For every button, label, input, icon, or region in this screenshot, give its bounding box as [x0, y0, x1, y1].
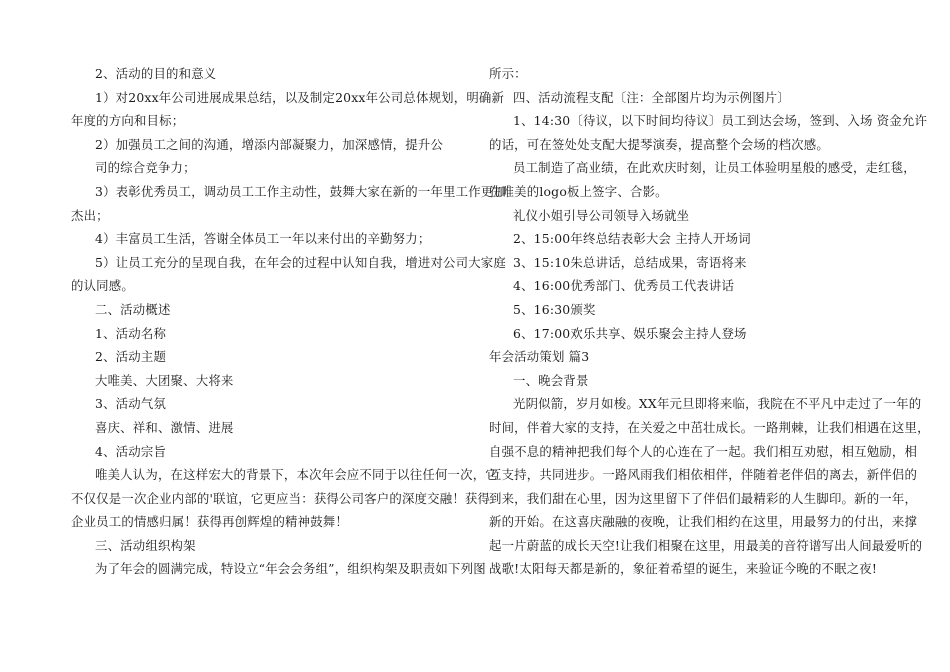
- text-line: 年度的方向和目标；: [71, 113, 185, 129]
- text-line: 1、14:30〔待议，以下时间均待议〕员工到达会场，签到、入场 资金允许: [513, 113, 928, 129]
- text-line: 4）丰富员工生活，答谢全体员工一年以来付出的辛勤努力；: [95, 231, 431, 247]
- text-line: 5）让员工充分的呈现自我，在年会的过程中认知自我，增进对公司大家庭: [95, 254, 506, 270]
- article-title: 年会活动策划 篇3: [489, 349, 590, 365]
- text-line: 所示：: [489, 66, 527, 81]
- left-column: [71, 62, 506, 581]
- section-heading: 二、活动概述: [95, 301, 171, 317]
- section-heading: 四、活动流程支配〔注：全部图片均为示例图片〕: [513, 89, 790, 105]
- text-line: 战歌!太阳每天都是新的，象征着希望的诞生，来验证今晚的不眠之夜!: [489, 561, 878, 577]
- text-line: 4、活动宗旨: [95, 443, 167, 459]
- text-line: 员工制造了高业绩，在此欢庆时刻，让员工体验明星般的感受，走红毯，: [513, 160, 916, 176]
- text-line: 唯美人认为，在这样宏大的背景下，本次年会应不同于以往任何一次，它: [95, 467, 498, 483]
- text-line: 大唯美、大团聚、大将来: [95, 372, 234, 388]
- text-line: 起一片蔚蓝的成长天空!让我们相聚在这里，用最美的音符谱写出人间最爱听的: [489, 537, 923, 553]
- text-line: 的话，可在签处处支配大提琴演奏，提高整个会场的档次感。: [489, 136, 829, 152]
- text-line: 5、16:30颁奖: [513, 301, 596, 317]
- text-line: 自强不息的精神把我们每个人的心连在了一起。我们相互劝慰，相互勉励，相: [489, 443, 918, 459]
- text-line: 2、活动的目的和意义: [95, 66, 217, 81]
- text-line: 光阴似箭，岁月如梭。XX年元旦即将来临，我院在不平凡中走过了一年的: [513, 396, 922, 412]
- text-line: 1、活动名称: [95, 325, 167, 341]
- text-line: 互支持，共同进步。一路风雨我们相依相伴，伴随着老伴侣的离去，新伴侣的: [489, 467, 918, 483]
- text-line: 到来，我们甜在心里，因为这里留下了伴侣们最精彩的人生脚印。新的一年，: [489, 490, 918, 506]
- text-line: 杰出；: [71, 207, 109, 223]
- text-line: 3、活动气氛: [95, 396, 167, 412]
- text-line: 企业员工的情感归属！获得再创辉煌的精神鼓舞！: [71, 514, 348, 530]
- text-line: 1）对20xx年公司进展成果总结，以及制定20xx年公司总体规划，明确新: [95, 89, 505, 105]
- right-column: [489, 62, 930, 581]
- text-line: 3、15:10朱总讲话，总结成果，寄语将来: [513, 254, 747, 270]
- text-line: 在唯美的logo板上签字、合影。: [489, 183, 668, 199]
- text-line: 喜庆、祥和、激情、进展: [95, 419, 234, 435]
- text-line: 礼仪小姐引导公司领导入场就坐: [513, 207, 690, 223]
- text-line: 新的开始。在这喜庆融融的夜晚，让我们相约在这里，用最努力的付出，来撑: [489, 514, 918, 530]
- text-line: 2、15:00年终总结表彰大会 主持人开场词: [513, 231, 751, 247]
- text-line: 3）表彰优秀员工，调动员工工作主动性，鼓舞大家在新的一年里工作更加: [95, 183, 506, 199]
- text-line: 6、17:00欢乐共享、娱乐聚会主持人登场: [513, 325, 747, 341]
- text-line: 的认同感。: [71, 278, 134, 294]
- text-line: 2、活动主题: [95, 349, 167, 365]
- text-line: 司的综合竞争力；: [95, 160, 196, 176]
- text-line: 时间，伴着大家的支持，在关爱之中茁壮成长。一路荆棘，让我们相遇在这里，: [489, 419, 930, 435]
- section-heading: 一、晚会背景: [513, 372, 589, 388]
- text-line: 2）加强员工之间的沟通，增添内部凝聚力，加深感情，提升公: [95, 136, 444, 152]
- section-heading: 三、活动组织构架: [95, 537, 196, 553]
- text-line: 为了年会的圆满完成，特设立“年会会务组”，组织构架及职责如下列图: [95, 561, 486, 577]
- text-line: 不仅仅是一次企业内部的'联谊，它更应当：获得公司客户的深度交融！获得: [71, 490, 491, 506]
- text-line: 4、16:00优秀部门、优秀员工代表讲话: [513, 278, 735, 294]
